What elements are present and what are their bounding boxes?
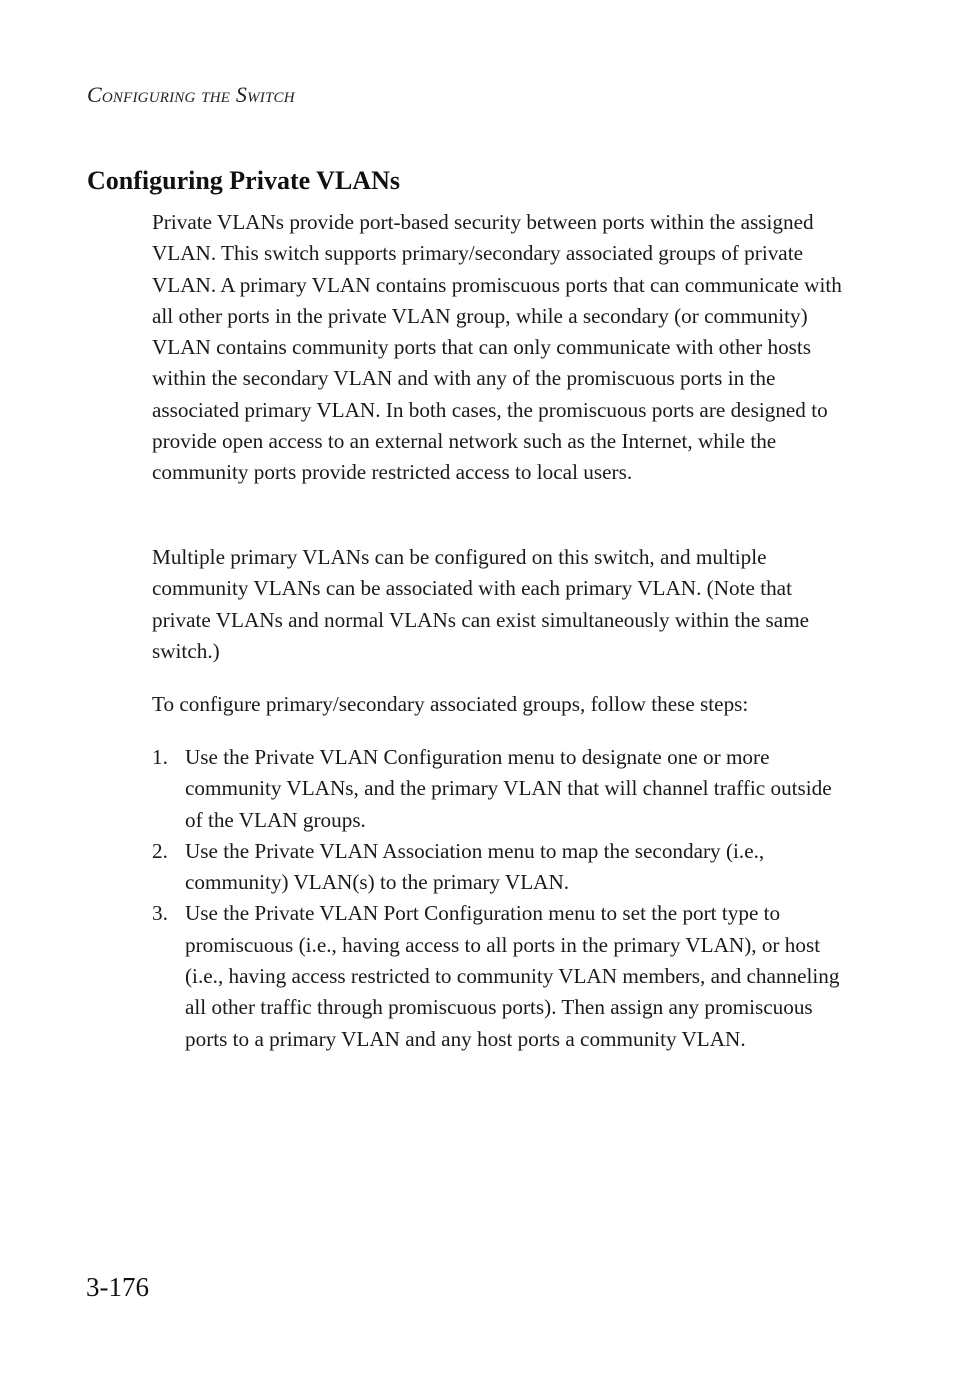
list-item xyxy=(152,742,852,836)
step-number: 3. xyxy=(152,901,168,926)
step-number: 1. xyxy=(152,745,168,769)
step-text: Use the Private VLAN Port Configuration menu to set the port type to promiscuous (i.e., having access to all ports in the primary VLAN), or host (i.e., having access restricted to community VLAN members, and channeling all other traffic through promiscuous ports). Then assign any promiscuous ports to a primary VLAN and any host ports a community VLAN. xyxy=(185,901,840,1051)
page-number: 3-176 xyxy=(86,1272,149,1302)
step-text: Use the Private VLAN Association menu to map the secondary (i.e., community) VLAN(s) to the primary VLAN. xyxy=(185,838,765,895)
multiple-vlans-paragraph: Multiple primary VLANs can be configured on this switch, and multiple community VLANs can be associated with each primary VLAN. (Note that private VLANs and normal VLANs can exist simultaneously within the same switch.) xyxy=(152,545,810,663)
steps-intro-paragraph: To configure primary/secondary associated groups, follow these steps: xyxy=(152,692,749,716)
section-title: Configuring Private VLANs xyxy=(87,166,400,195)
list-item xyxy=(152,898,852,1054)
steps-list xyxy=(152,742,852,1055)
step-number: 2. xyxy=(152,838,168,863)
list-item xyxy=(152,836,852,899)
running-header: Configuring the Switch xyxy=(87,82,295,107)
step-text: Use the Private VLAN Configuration menu to designate one or more community VLANs, and the primary VLAN that will channel traffic outside of the VLAN groups. xyxy=(185,745,832,832)
intro-paragraph: Private VLANs provide port-based security between ports within the assigned VLAN. This switch supports primary/secondary associated groups of private VLAN. A primary VLAN contains promiscuous ports that can communicate with all other ports in the private VLAN group, while a secondary (or community) VLAN contains community ports that can only communicate with other hosts within the secondary VLAN and with any of the promiscuous ports in the associated primary VLAN. In both cases, the promiscuous ports are designed to provide open access to an external network such as the Internet, while the community ports provide restricted access to local users. xyxy=(152,210,842,485)
